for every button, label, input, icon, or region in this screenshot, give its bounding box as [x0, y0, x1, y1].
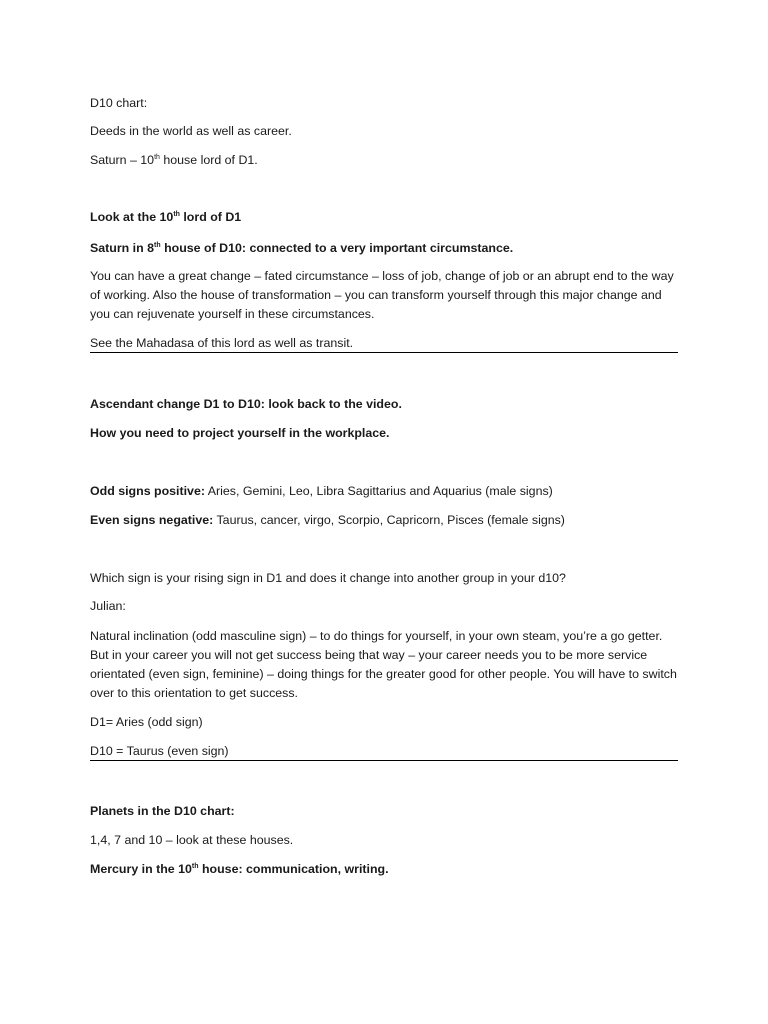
line-saturn-lord: [90, 151, 680, 170]
line-mahadasa: [90, 334, 680, 353]
text: See the Mahadasa of this lord as well as transit.: [90, 336, 354, 350]
superscript: th: [154, 153, 160, 161]
line-odd-signs: [90, 482, 680, 501]
text: Natural inclination (odd masculine sign) – to do things for yourself, in your own steam, you’re a go getter. But in your career you will not get success being that way – your career needs you to be more service orientated (even sign, feminine) – doing things for the greater good for other people. You will have to switch over to this orientation to get success.: [90, 629, 677, 700]
line-even-signs: [90, 511, 680, 530]
text: Aries, Gemini, Leo, Libra Sagittarius and Aquarius (male signs): [204, 484, 553, 498]
divider: [90, 760, 678, 761]
section-title-d10-chart: [90, 94, 680, 113]
line-rising-sign-question: [90, 569, 680, 588]
line-d1-aries: [90, 713, 680, 732]
text: Taurus, cancer, virgo, Scorpio, Capricorn, Pisces (female signs): [213, 513, 565, 527]
text: Julian:: [90, 599, 126, 613]
line-deeds: [90, 122, 680, 141]
line-d10-taurus: [90, 742, 680, 761]
text: You can have a great change – fated circumstance – loss of job, change of job or an abrupt end to the way of working. Also the house of transformation – you can transform yourself through this major change and you can rejuvenate yourself in these circumstances.: [90, 269, 674, 321]
text: Mercury in the 10: [90, 862, 192, 876]
text: Look at the 10: [90, 210, 174, 224]
text: Saturn in 8: [90, 241, 155, 255]
text: D10 chart:: [90, 96, 148, 110]
superscript: th: [173, 210, 180, 218]
line-houses: [90, 831, 680, 850]
heading-project-yourself: [90, 424, 680, 443]
heading-planets-d10: [90, 802, 680, 821]
text: D1= Aries (odd sign): [90, 715, 203, 729]
text: Saturn – 10: [90, 153, 155, 167]
label: Odd signs positive:: [90, 484, 205, 498]
text: house: communication, writing.: [198, 862, 389, 876]
text: Which sign is your rising sign in D1 and does it change into another group in your d10?: [90, 571, 566, 585]
text: house lord of D1.: [159, 153, 258, 167]
paragraph-great-change: [90, 267, 680, 324]
heading-look-at-lord: [90, 208, 680, 227]
text: Deeds in the world as well as career.: [90, 124, 292, 138]
superscript: th: [154, 241, 161, 249]
paragraph-natural-inclination: [90, 627, 680, 703]
superscript: th: [191, 862, 199, 870]
label: Even signs negative:: [90, 513, 214, 527]
heading-mercury-10th: [90, 860, 680, 879]
text: How you need to project yourself in the workplace.: [90, 426, 390, 440]
line-julian: [90, 597, 680, 616]
text: lord of D1: [179, 210, 242, 224]
heading-ascendant-change: [90, 395, 680, 414]
divider: [90, 352, 678, 353]
heading-saturn-8th: [90, 239, 680, 258]
text: Ascendant change D1 to D10: look back to the video.: [90, 397, 402, 411]
text: Planets in the D10 chart:: [90, 804, 235, 818]
text: house of D10: connected to a very important circumstance.: [160, 241, 514, 255]
text: 1,4, 7 and 10 – look at these houses.: [90, 833, 294, 847]
text: D10 = Taurus (even sign): [90, 744, 229, 758]
